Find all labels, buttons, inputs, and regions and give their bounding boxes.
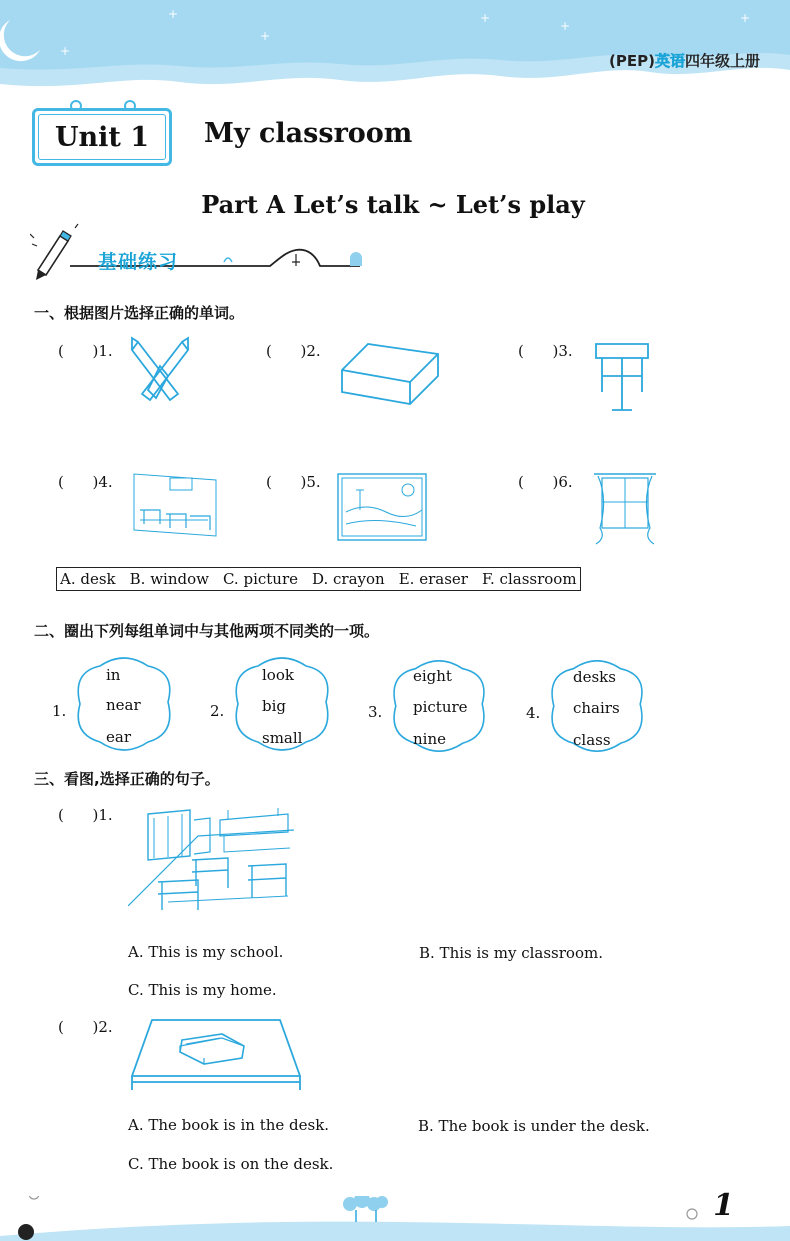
classroom-icon bbox=[130, 470, 220, 540]
q1-option: A. desk bbox=[60, 570, 116, 588]
picture-icon bbox=[336, 472, 428, 542]
q1-item-2-blank[interactable]: ( )2. bbox=[266, 342, 321, 360]
crayons-icon bbox=[130, 336, 190, 408]
q1-item-3-blank[interactable]: ( )3. bbox=[518, 342, 573, 360]
q2-group-3-word-2[interactable]: picture bbox=[413, 698, 468, 716]
svg-text:+: + bbox=[60, 44, 71, 58]
q2-group-3-word-3[interactable]: nine bbox=[413, 730, 446, 748]
q2-group-3-number: 3. bbox=[368, 703, 383, 721]
q3-item-1-choice-a[interactable]: A. This is my school. bbox=[128, 943, 284, 961]
svg-text:+: + bbox=[260, 29, 271, 43]
q2-group-4-word-1[interactable]: desks bbox=[573, 668, 616, 686]
page-number: 1 bbox=[713, 1188, 734, 1223]
svg-text:+: + bbox=[740, 11, 751, 25]
q1-option: E. eraser bbox=[398, 570, 468, 588]
q2-group-2-number: 2. bbox=[210, 702, 225, 720]
q3-item-2-choice-b[interactable]: B. The book is under the desk. bbox=[418, 1117, 650, 1135]
footer-decoration bbox=[0, 1196, 790, 1241]
q3-item-2-choice-a[interactable]: A. The book is in the desk. bbox=[128, 1116, 330, 1134]
window-icon bbox=[592, 468, 658, 546]
q2-group-2-word-2[interactable]: big bbox=[262, 697, 287, 715]
q2-heading: 二、圈出下列每组单词中与其他两项不同类的一项。 bbox=[34, 622, 380, 640]
q1-options-box bbox=[56, 567, 581, 591]
eraser-icon bbox=[338, 340, 442, 408]
q1-item-6-blank[interactable]: ( )6. bbox=[518, 473, 573, 491]
q1-item-5-blank[interactable]: ( )5. bbox=[266, 473, 321, 491]
q1-option: F. classroom bbox=[481, 570, 577, 588]
part-title-text: Part A Let’s talk ~ Let’s play bbox=[201, 190, 585, 219]
q1-item-1-blank[interactable]: ( )1. bbox=[58, 342, 113, 360]
q3-item-1-blank[interactable]: ( )1. bbox=[58, 806, 113, 824]
q3-heading: 三、看图,选择正确的句子。 bbox=[34, 770, 220, 788]
pencil-icon bbox=[36, 231, 71, 280]
desk-icon bbox=[592, 336, 652, 412]
classroom-scene-icon bbox=[128, 806, 294, 916]
unit-title: My classroom bbox=[204, 118, 413, 149]
series-grade: 四年级上册 bbox=[684, 52, 760, 70]
svg-text:+: + bbox=[480, 11, 491, 25]
q3-item-2-choice-c[interactable]: C. The book is on the desk. bbox=[128, 1155, 334, 1173]
svg-text:+: + bbox=[560, 19, 571, 33]
series-prefix: (PEP) bbox=[609, 52, 655, 70]
q3-item-2-blank[interactable]: ( )2. bbox=[58, 1018, 113, 1036]
q2-group-1-word-2[interactable]: near bbox=[106, 696, 141, 714]
section-band-decoration bbox=[30, 222, 370, 282]
q3-item-1-choice-b[interactable]: B. This is my classroom. bbox=[419, 944, 603, 962]
q3-item-1-choice-c[interactable]: C. This is my home. bbox=[128, 981, 277, 999]
q2-group-1-word-1[interactable]: in bbox=[106, 666, 121, 684]
q2-group-4-word-3[interactable]: class bbox=[573, 731, 611, 749]
q1-heading: 一、根据图片选择正确的单词。 bbox=[34, 304, 245, 322]
book-on-desk-icon bbox=[124, 1016, 306, 1094]
series-subject: 英语 bbox=[654, 52, 685, 70]
q2-group-1-word-3[interactable]: ear bbox=[106, 728, 131, 746]
q1-option: B. window bbox=[129, 570, 209, 588]
q2-group-2-word-1[interactable]: look bbox=[262, 666, 294, 684]
section-label: 基础练习 bbox=[98, 251, 179, 273]
unit-label: Unit 1 bbox=[54, 121, 150, 153]
unit-label-box bbox=[32, 108, 172, 166]
q1-option: D. crayon bbox=[312, 570, 385, 588]
series-label bbox=[609, 50, 760, 71]
q1-option: C. picture bbox=[222, 570, 298, 588]
q2-group-4-word-2[interactable]: chairs bbox=[573, 699, 620, 717]
part-title bbox=[0, 190, 790, 219]
svg-text:+: + bbox=[168, 7, 179, 21]
q2-group-1-number: 1. bbox=[52, 702, 67, 720]
q2-group-4-number: 4. bbox=[526, 704, 541, 722]
q1-item-4-blank[interactable]: ( )4. bbox=[58, 473, 113, 491]
q2-group-3-word-1[interactable]: eight bbox=[413, 667, 452, 685]
q2-group-2-word-3[interactable]: small bbox=[262, 729, 303, 747]
